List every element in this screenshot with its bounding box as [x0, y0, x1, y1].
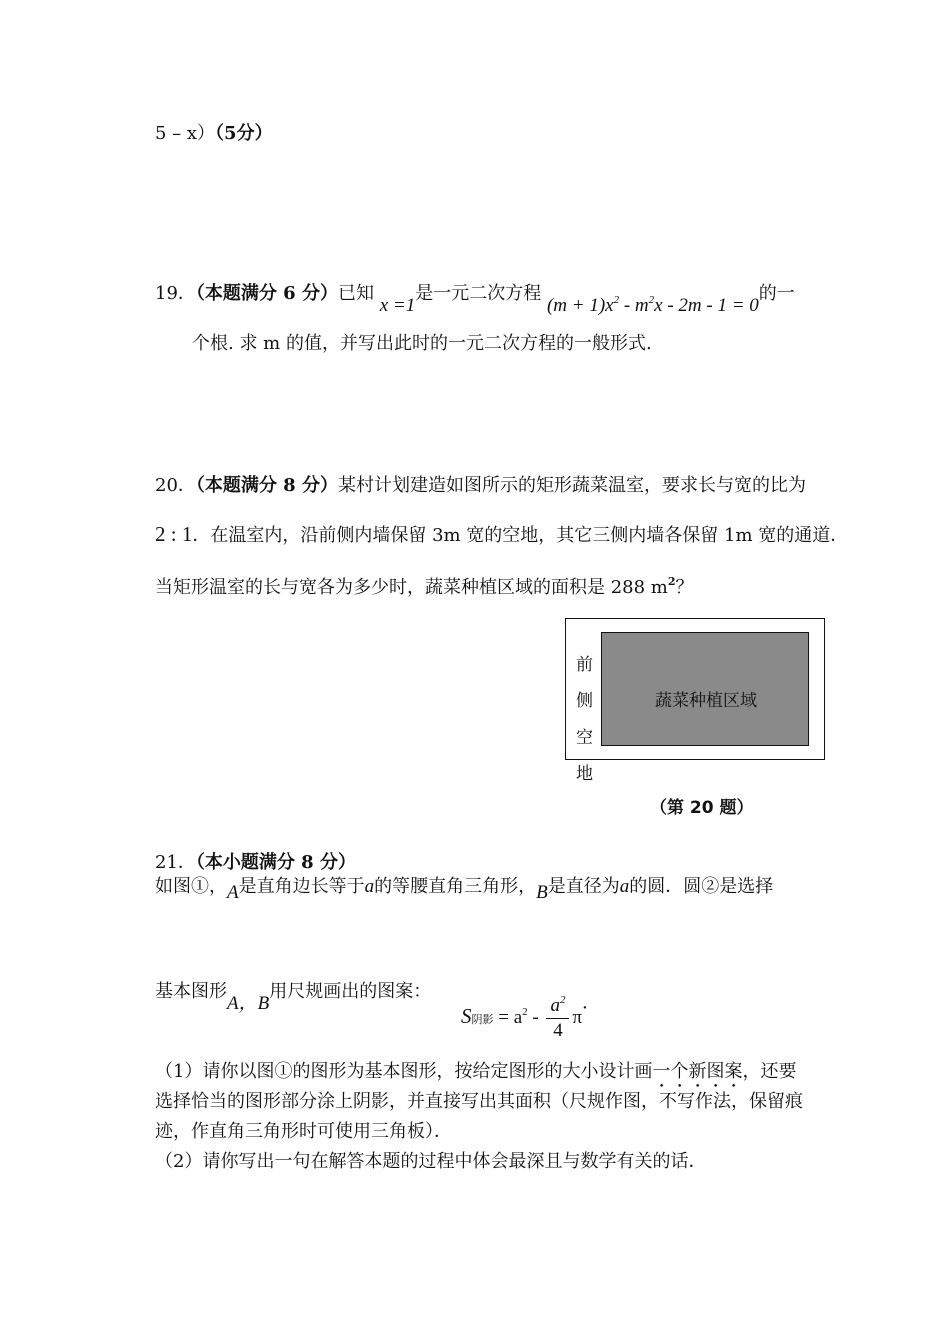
- q20-line1: 20．（本题满分 8 分）某村计划建造如图所示的矩形蔬菜温室，要求长与宽的比为: [155, 475, 806, 496]
- side-label-char: 地: [576, 764, 593, 784]
- fraction: $\frac{a^2}{4}$: [546, 988, 569, 1043]
- q21-part1-line2: 选择恰当的图形部分涂上阴影，并直接写出其面积（尺规作图，不写作法，保留痕: [155, 1091, 803, 1112]
- q19-line2: 个根. 求 m 的值，并写出此时的一元二次方程的一般形式.: [192, 333, 652, 354]
- q19-score: （本题满分 6 分）: [195, 283, 338, 304]
- q21-header: [155, 851, 356, 875]
- q21-part1-line3: 迹，作直角三角形时可使用三角板）．: [155, 1121, 452, 1142]
- side-label-char: 空: [576, 728, 593, 748]
- score-label: （5分）: [215, 123, 273, 144]
- planting-area-label: 蔬菜种植区域: [655, 691, 757, 711]
- q20-line2: 2 : 1．在温室内，沿前侧内墙保留 3m 宽的空地，其它三侧内墙各保留 1m 宽的通道．: [155, 522, 849, 546]
- q20-ratio: 2 : 1: [155, 522, 193, 546]
- q21-line1: 如图①，A是直角边长等于a的等腰直角三角形，B是直径为a的圆．圆②是选择: [155, 876, 774, 903]
- side-label-char: 前: [576, 655, 593, 675]
- q21-part1-line1: （1）请你以图①的图形为基本图形，按给定图形的大小设计画一个新图案，还要: [155, 1061, 797, 1082]
- q20-line3: 当矩形温室的长与宽各为多少时，蔬菜种植区域的面积是 288 $m^2$？: [155, 575, 694, 598]
- q19-root: x =1: [379, 295, 416, 316]
- q21-number: 21．: [155, 852, 196, 873]
- side-label-char: 侧: [576, 691, 593, 711]
- figure-caption: （第 20 题）: [650, 798, 754, 818]
- shaded-area-formula: S阴影 = $a^2$ - $\frac{a^2}{4}$ π．: [461, 976, 600, 1031]
- q21-line2: 基本图形A，B用尺规画出的图案：: [155, 981, 432, 1014]
- emphasized-text: 一个新图案: [652, 1061, 743, 1082]
- q19-line1: 19．（本题满分 6 分）已知 x =1是一元二次方程 $(m + 1)x^2 - m^2x - 2m - 1 = 0$的一: [155, 283, 795, 316]
- q21-score: （本小题满分 8 分）: [195, 852, 356, 873]
- q20-score: （本题满分 8 分）: [195, 475, 338, 496]
- q20-number: 20．: [155, 475, 196, 496]
- q19-equation: $(m + 1)x^2 - m^2x - 2m - 1 = 0$: [546, 294, 759, 316]
- header-line: 5 – x）（5分）: [155, 123, 273, 144]
- q21-part2: （2）请你写出一句在解答本题的过程中体会最深且与数学有关的话．: [155, 1151, 707, 1172]
- q19-number: 19．: [155, 283, 196, 304]
